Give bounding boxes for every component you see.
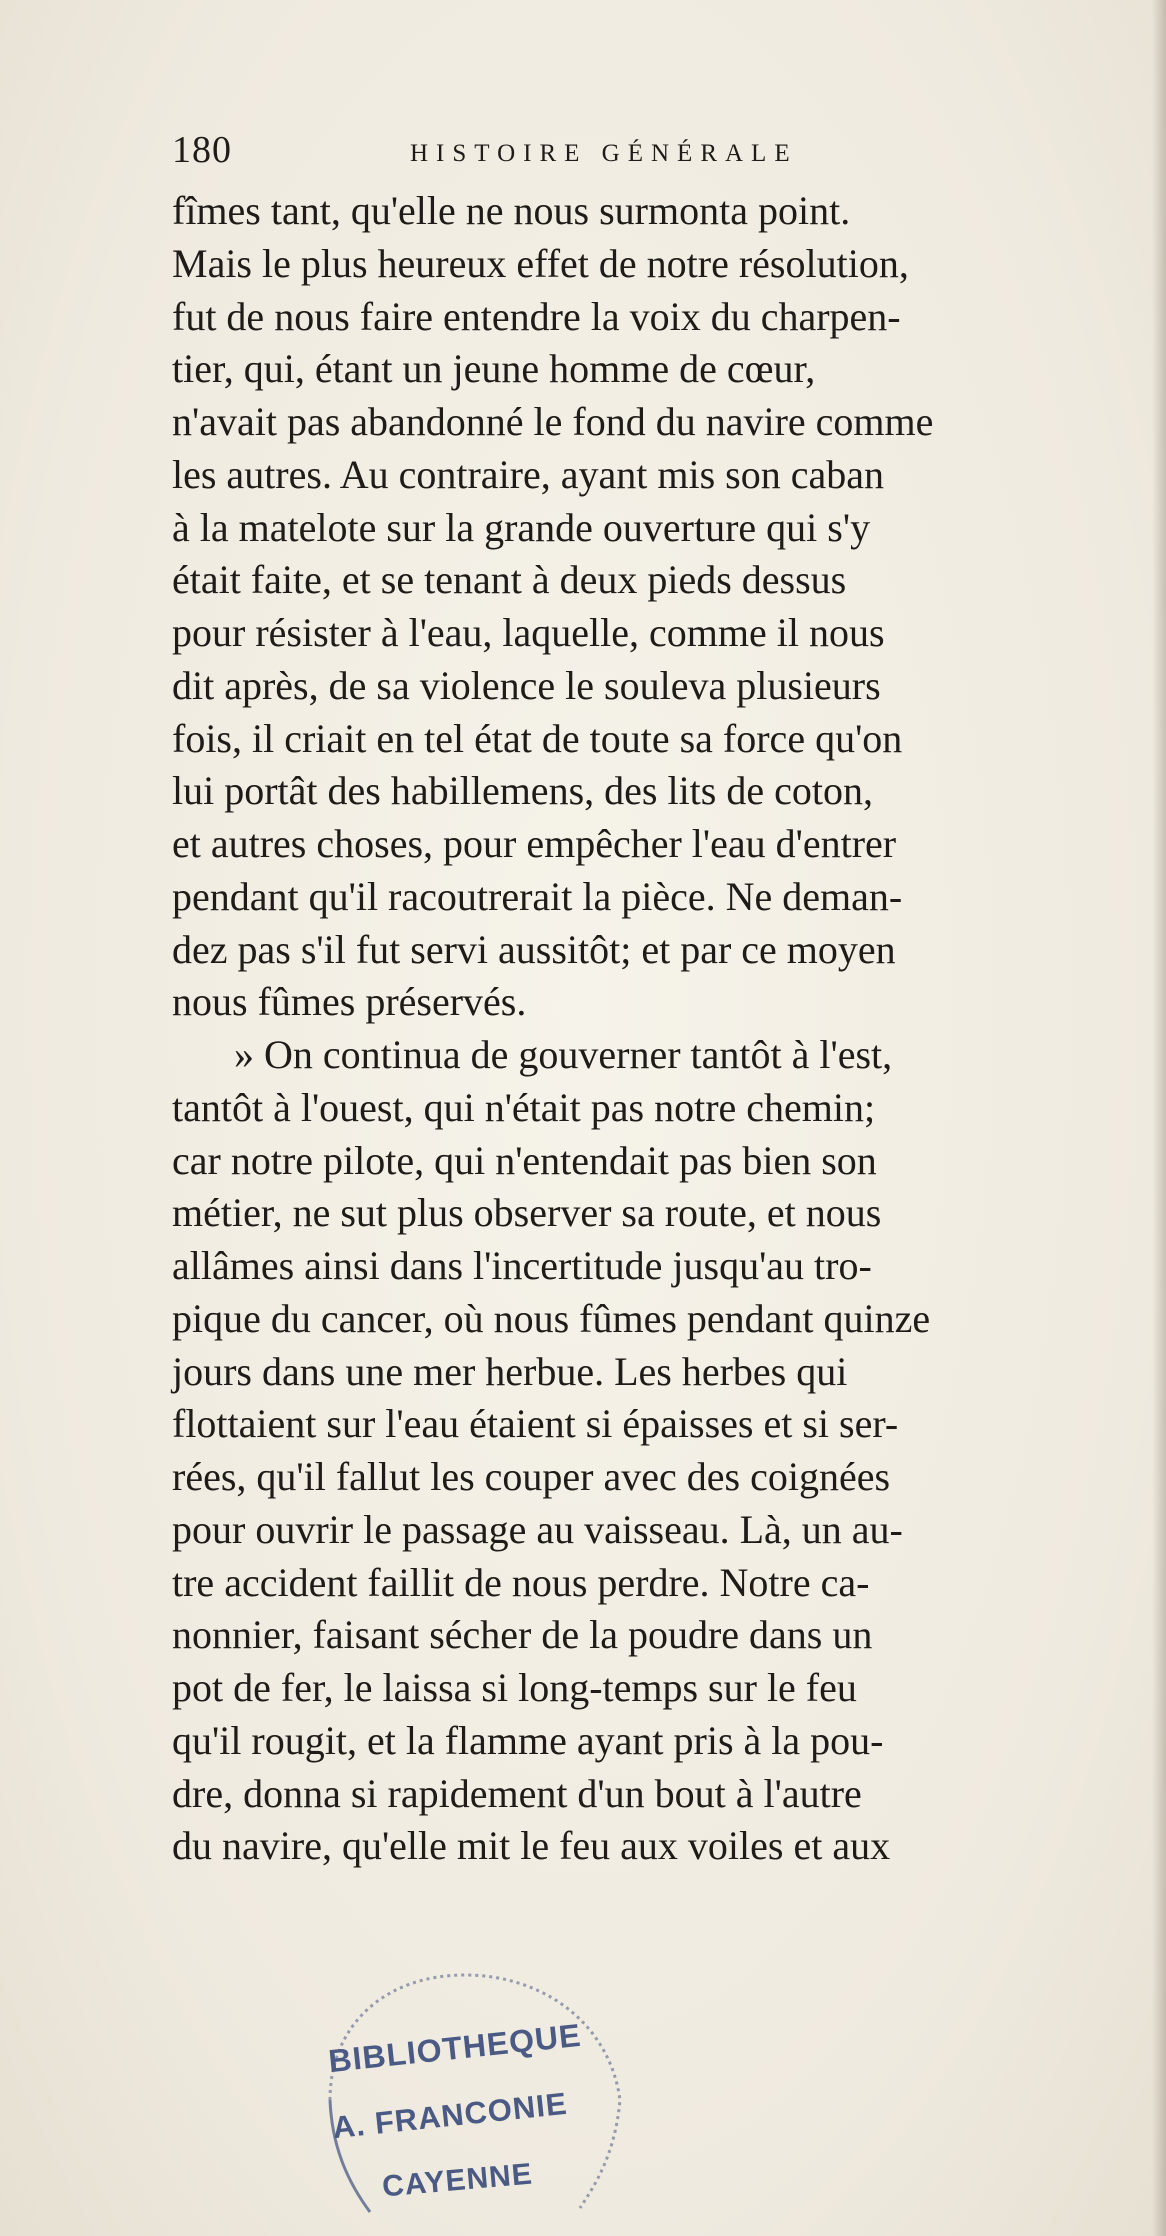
text-line: nonnier, faisant sécher de la poudre dans un [172, 1612, 873, 1658]
library-stamp [290, 1950, 640, 2220]
text-line: jours dans une mer herbue. Les herbes qui [172, 1348, 848, 1394]
text-line: tre accident faillit de nous perdre. Notre ca- [172, 1559, 870, 1605]
text-line: allâmes ainsi dans l'incertitude jusqu'au tro- [172, 1243, 872, 1288]
text-line: tantôt à l'ouest, qui n'était pas notre chemin; [172, 1084, 876, 1130]
text-line: les autres. Au contraire, ayant mis son caban [172, 451, 884, 497]
text-line: flottaient sur l'eau étaient si épaisses et si ser- [172, 1401, 899, 1447]
text-line: métier, ne sut plus observer sa route, et nous [172, 1190, 882, 1236]
stamp-line-city: CAYENNE [380, 2157, 535, 2204]
text-line: pour résister à l'eau, laquelle, comme il nous [172, 610, 885, 655]
text-line: pot de fer, le laissa si long-temps sur le feu [172, 1665, 857, 1710]
text-line: à la matelote sur la grande ouverture qui s'y [172, 504, 871, 550]
text-line: dez pas s'il fut servi aussitôt; et par ce moyen [172, 926, 896, 972]
body-text [172, 185, 1152, 1873]
text-line: dit après, de sa violence le souleva plusieurs [172, 662, 881, 708]
text-line: fois, il criait en tel état de toute sa force qu'on [172, 715, 903, 761]
text-line: du navire, qu'elle mit le feu aux voiles et aux [172, 1823, 891, 1869]
page-header [172, 128, 952, 178]
stamp-line-name: A. FRANCONIE [330, 2085, 570, 2146]
text-line: rées, qu'il fallut les couper avec des coignées [172, 1454, 891, 1499]
text-line: pour ouvrir le passage au vaisseau. Là, un au- [172, 1506, 903, 1552]
text-line: pendant qu'il racoutrerait la pièce. Ne deman- [172, 873, 903, 919]
stamp-line-library: BIBLIOTHEQUE [326, 2016, 583, 2080]
text-line: dre, donna si rapidement d'un bout à l'autre [172, 1770, 862, 1816]
text-line: tier, qui, étant un jeune homme de cœur, [172, 346, 816, 392]
page-number: 180 [172, 129, 232, 171]
text-line: n'avait pas abandonné le fond du navire comme [172, 399, 934, 444]
text-line: fîmes tant, qu'elle ne nous surmonta point. [172, 188, 851, 233]
text-line: et autres choses, pour empêcher l'eau d'entrer [172, 821, 897, 866]
paragraph-start-line: » On continua de gouverner tantôt à l'est, [234, 1032, 893, 1077]
page-edge-shadow [1152, 0, 1166, 2236]
text-line: Mais le plus heureux effet de notre résolution, [172, 240, 909, 286]
text-line: lui portât des habillemens, des lits de coton, [172, 768, 873, 814]
text-line: qu'il rougit, et la flamme ayant pris à la pou- [172, 1717, 884, 1763]
text-line: fut de nous faire entendre la voix du charpen- [172, 293, 901, 339]
running-head: HISTOIRE GÉNÉRALE [410, 140, 798, 167]
text-line: pique du cancer, où nous fûmes pendant quinze [172, 1295, 931, 1341]
text-line: car notre pilote, qui n'entendait pas bien son [172, 1137, 877, 1183]
text-line: nous fûmes préservés. [172, 979, 527, 1025]
text-line: était faite, et se tenant à deux pieds dessus [172, 557, 847, 603]
